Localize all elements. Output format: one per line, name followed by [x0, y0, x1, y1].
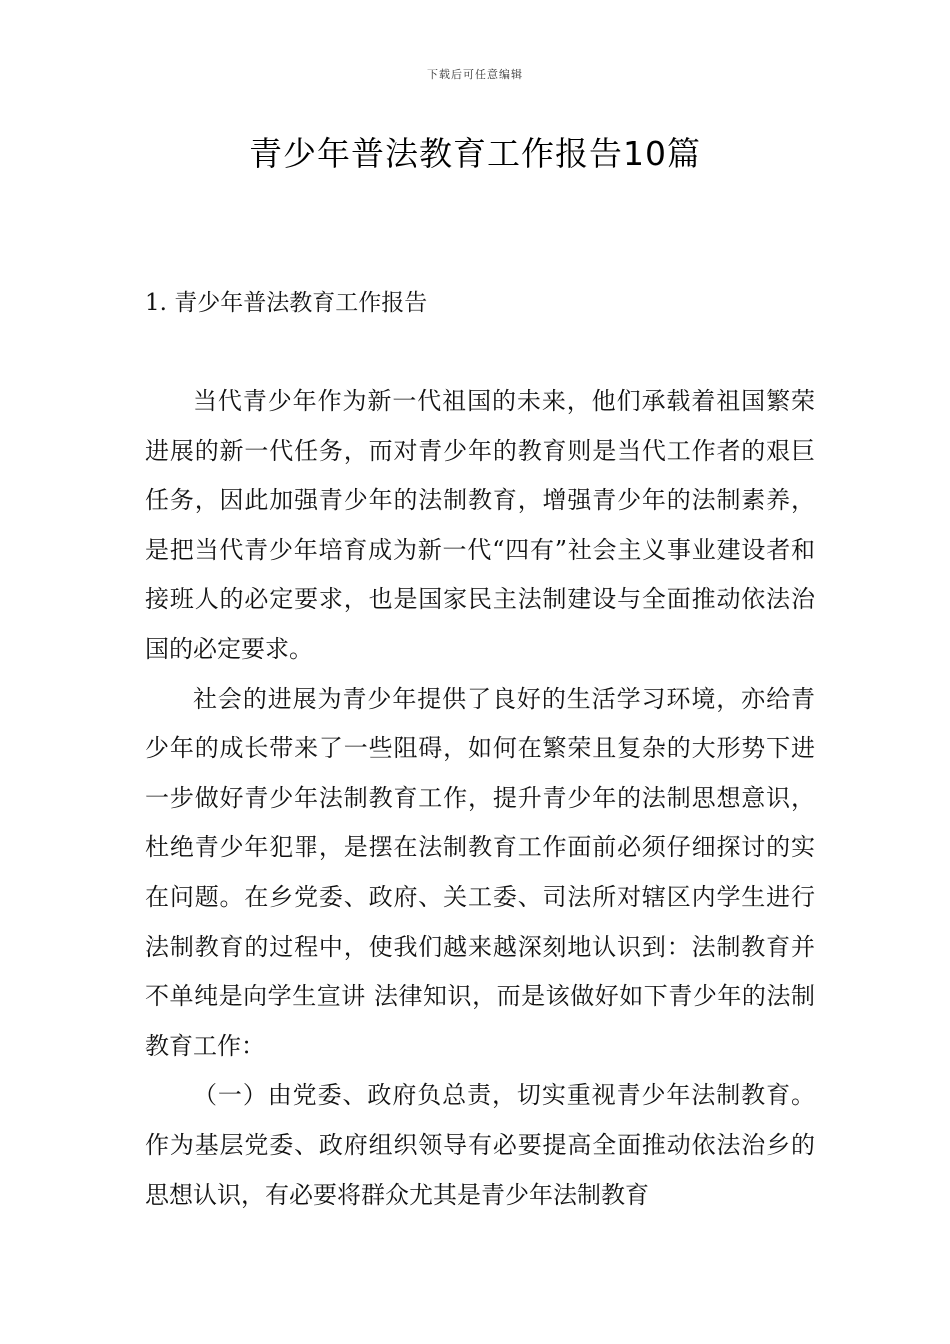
section-heading: 1. 青少年普法教育工作报告	[145, 290, 428, 316]
paragraph: 当代青少年作为新一代祖国的未来，他们承载着祖国繁荣进展的新一代任务，而对青少年的教育则是当代工作者的艰巨任务，因此加强青少年的法制教育，增强青少年的法制素养，是把当代青少年培育成为新一代“四有”社会主义事业建设者和接班人的必定要求，也是国家民主法制建设与全面推动依法治国的必定要求。	[145, 387, 815, 663]
document-title: 青少年普法教育工作报告10篇	[249, 134, 701, 173]
paragraph: 社会的进展为青少年提供了良好的生活学习环境，亦给青少年的成长带来了一些阻碍，如何在繁荣且复杂的大形势下进一步做好青少年法制教育工作，提升青少年的法制思想意识，杜绝青少年犯罪，是摆在法制教育工作面前必须仔细探讨的实在问题。在乡党委、政府、关工委、司法所对辖区内学生进行法制教育的过程中，使我们越来越深刻地认识到：法制教育并不单纯是向学生宣讲 法律知识，而是该做好如下青少年的法制教育工作：	[145, 684, 815, 1060]
body-text	[145, 377, 815, 1220]
header-note: 下载后可任意编辑	[427, 68, 523, 81]
paragraph: （一）由党委、政府负总责，切实重视青少年法制教育。作为基层党委、政府组织领导有必要提高全面推动依法治乡的思想认识，有必要将群众尤其是青少年法制教育	[145, 1081, 815, 1209]
